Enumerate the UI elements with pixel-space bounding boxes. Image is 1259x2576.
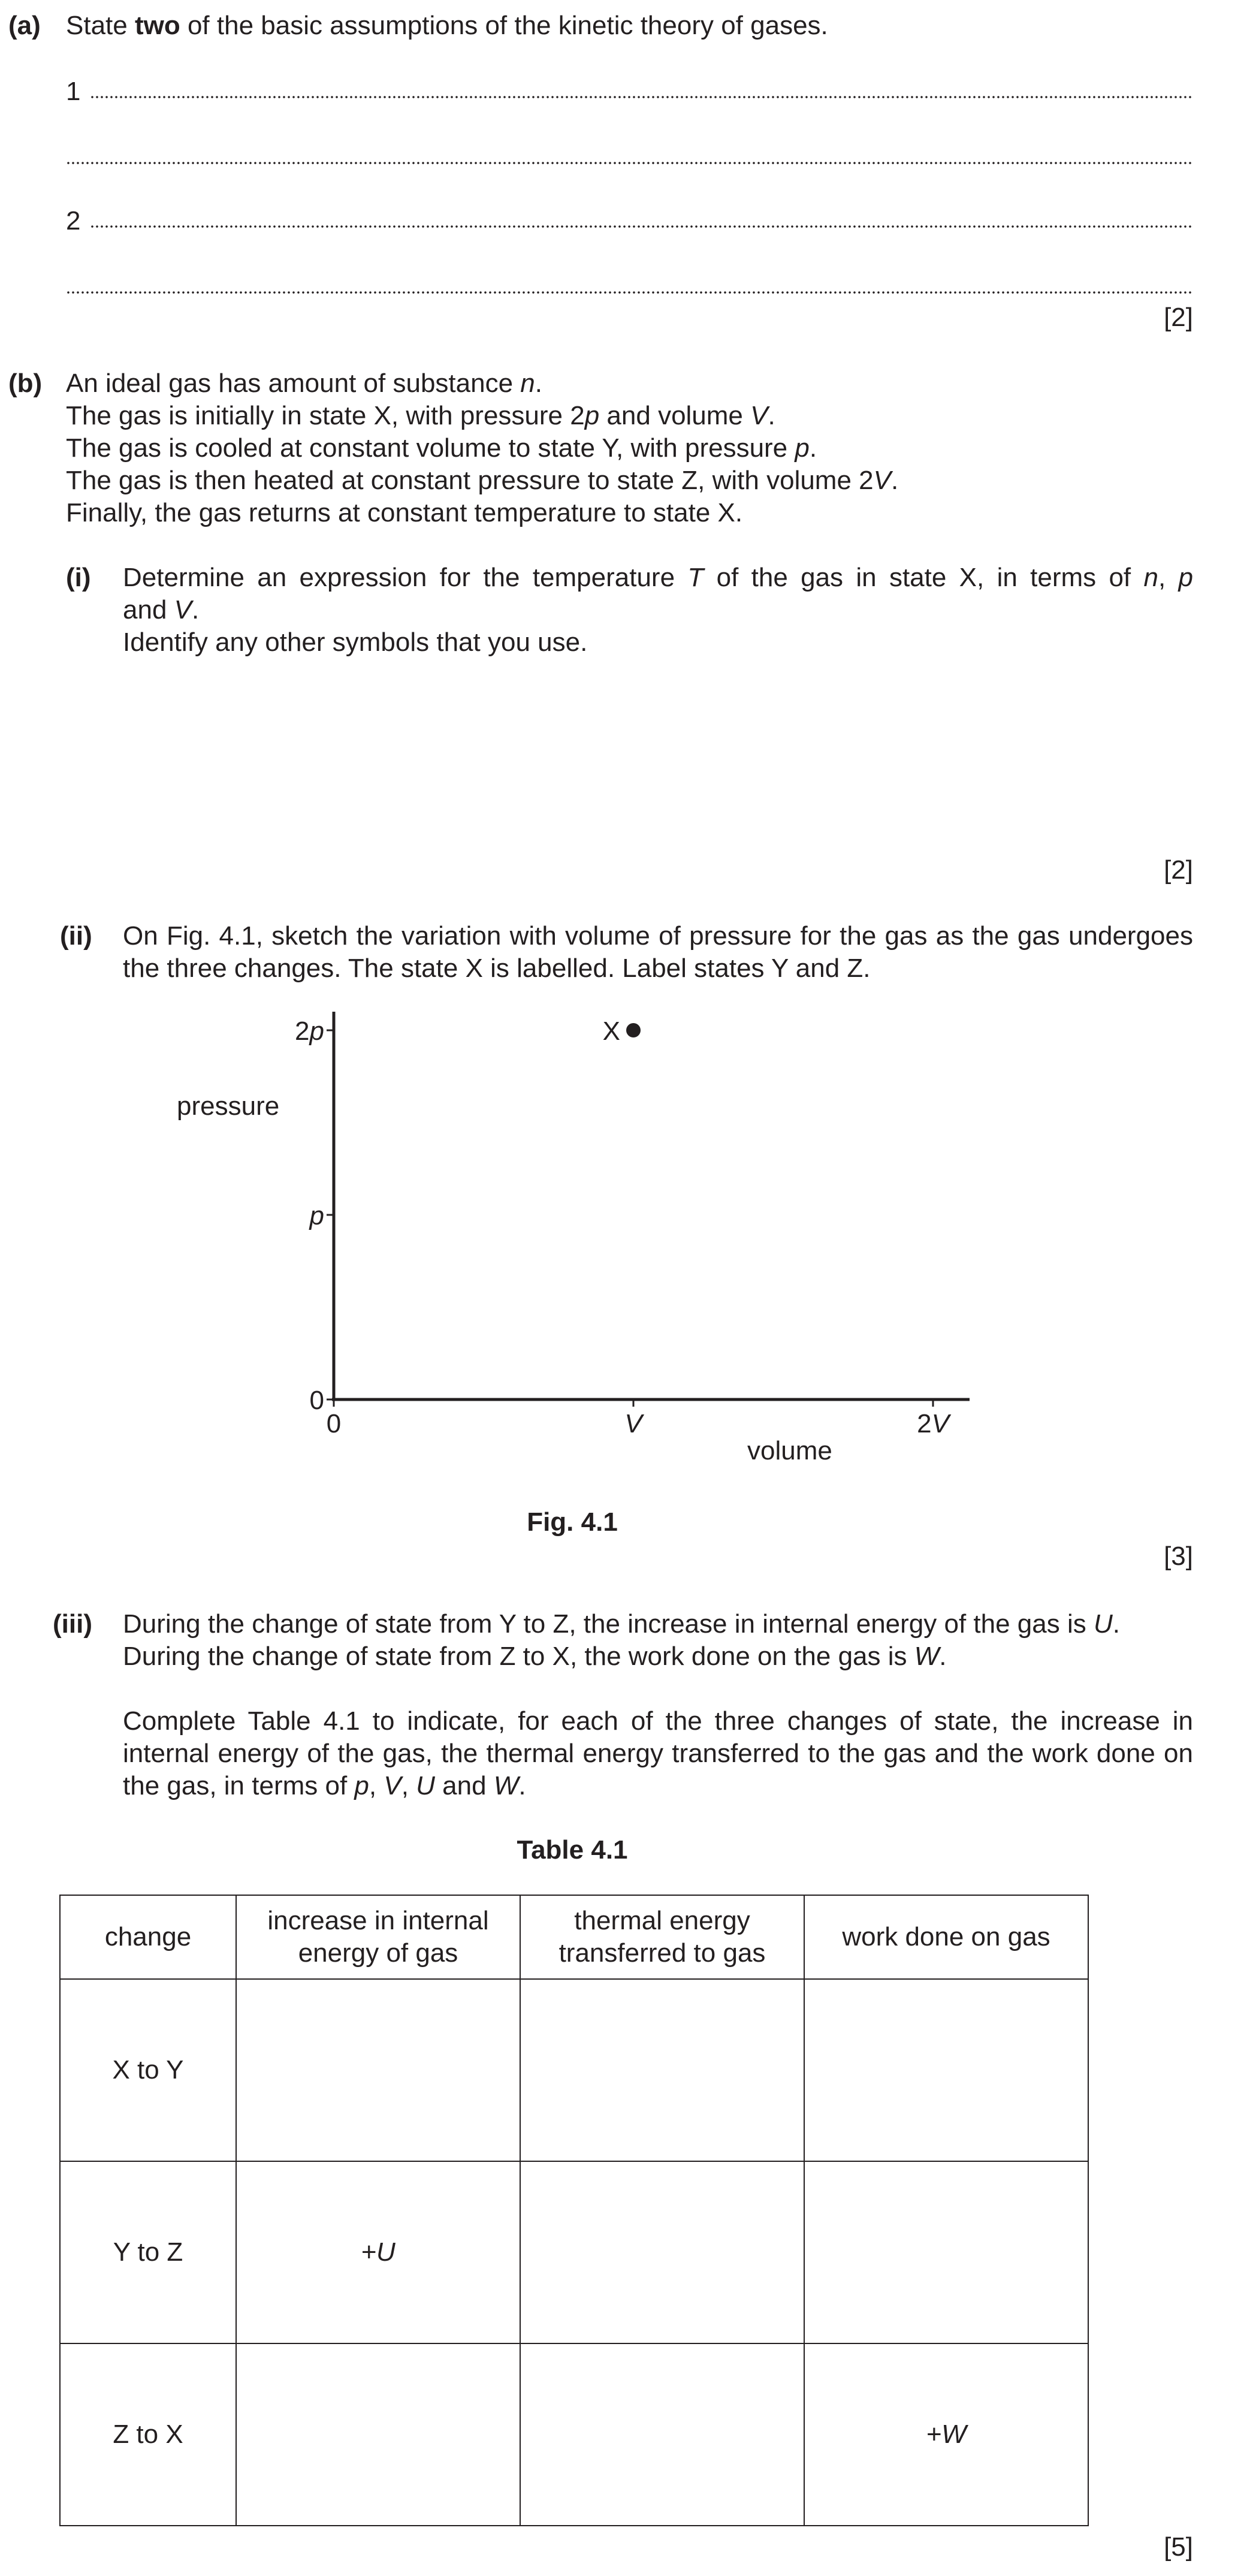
answer-cell[interactable] (804, 2161, 1088, 2343)
given-value-cell: +U (236, 2161, 520, 2343)
part-a-label: (a) (8, 11, 41, 40)
answer-cell[interactable] (520, 1979, 804, 2161)
part-b-iii-instruction: Complete Table 4.1 to indicate, for each of the three changes of state, the increase in internal energy of the gas, the thermal energy transferred to the gas and the work done on the gas, in terms of p, V, U and W. (123, 1706, 1193, 1800)
part-b-iii-marks: [5] (1164, 2532, 1193, 2562)
answer-line-1-number: 1 (66, 77, 81, 106)
answer-line-2a[interactable] (90, 225, 1193, 228)
header-cell-internal-energy: increase in internal energy of gas (236, 1895, 520, 1979)
table-row (60, 2343, 1088, 2526)
part-a-question: State two of the basic assumptions of the kinetic theory of gases. (66, 11, 828, 40)
answer-cell[interactable] (236, 1979, 520, 2161)
answer-cell[interactable] (520, 2161, 804, 2343)
part-b-ii-label: (ii) (60, 921, 92, 951)
part-b-iii-question: During the change of state from Y to Z, the increase in internal energy of the gas is U. During the change of state from Z to X, the work done on the gas is W. (123, 1609, 1120, 1671)
table-header-row (60, 1895, 1088, 1979)
answer-cell[interactable] (520, 2343, 804, 2526)
figure-caption: Fig. 4.1 (527, 1507, 618, 1537)
answer-cell[interactable] (804, 1979, 1088, 2161)
x-tick-label-2V: 2V (917, 1409, 949, 1438)
state-x-point (626, 1023, 641, 1037)
row-label-cell: Y to Z (60, 2161, 236, 2343)
header-cell-work-done: work done on gas (804, 1895, 1088, 1979)
part-b-intro (66, 367, 898, 529)
table-caption: Table 4.1 (517, 1835, 628, 1865)
y-tick-label-p: p (309, 1201, 324, 1230)
part-b-ii-question: On Fig. 4.1, sketch the variation with volume of pressure for the gas as the gas undergoes the three changes. The state X is labelled. Label states Y and Z. (123, 921, 1193, 983)
intro-line-2: The gas is initially in state X, with pressure 2p and volume V. (66, 401, 775, 430)
part-b-i-label: (i) (66, 563, 91, 592)
y-tick-label-2p: 2p (295, 1016, 324, 1046)
y-axis-label: pressure (177, 1091, 280, 1121)
part-b-i-answer-space[interactable] (123, 665, 1193, 845)
x-axis-label: volume (747, 1436, 832, 1465)
table-row (60, 2161, 1088, 2343)
intro-line-4: The gas is then heated at constant pressure to state Z, with volume 2V. (66, 466, 899, 495)
row-label-cell: Z to X (60, 2343, 236, 2526)
table-4-1 (59, 1895, 1089, 2526)
table-row (60, 1979, 1088, 2161)
part-b-i-question: Determine an expression for the temperature T of the gas in state X, in terms of n, p and V. Identify any other symbols that you use. (123, 563, 1194, 657)
part-a-marks: [2] (1164, 303, 1193, 332)
answer-line-1a[interactable] (90, 96, 1193, 98)
answer-line-1b[interactable] (66, 162, 1193, 164)
given-value-cell: +W (804, 2343, 1088, 2526)
answer-cell[interactable] (236, 2343, 520, 2526)
part-b-label: (b) (8, 369, 43, 398)
answer-line-2b[interactable] (66, 291, 1193, 294)
row-label-cell: X to Y (60, 1979, 236, 2161)
header-cell-change: change (60, 1895, 236, 1979)
pressure-volume-graph[interactable] (0, 995, 1259, 1486)
state-x-label: X (602, 1016, 620, 1046)
header-cell-thermal-energy: thermal energy transferred to gas (520, 1895, 804, 1979)
part-b-i-marks: [2] (1164, 855, 1193, 885)
intro-line-1: An ideal gas has amount of substance n. (66, 369, 542, 398)
x-tick-label-V: V (624, 1409, 642, 1438)
intro-line-3: The gas is cooled at constant volume to state Y, with pressure p. (66, 433, 817, 463)
part-b-iii-label: (iii) (53, 1609, 92, 1639)
x-tick-label-0: 0 (326, 1409, 342, 1438)
answer-line-2-number: 2 (66, 206, 81, 236)
y-tick-label-0: 0 (309, 1386, 324, 1415)
part-b-ii-marks: [3] (1164, 1542, 1193, 1571)
intro-line-5: Finally, the gas returns at constant temperature to state X. (66, 498, 743, 527)
